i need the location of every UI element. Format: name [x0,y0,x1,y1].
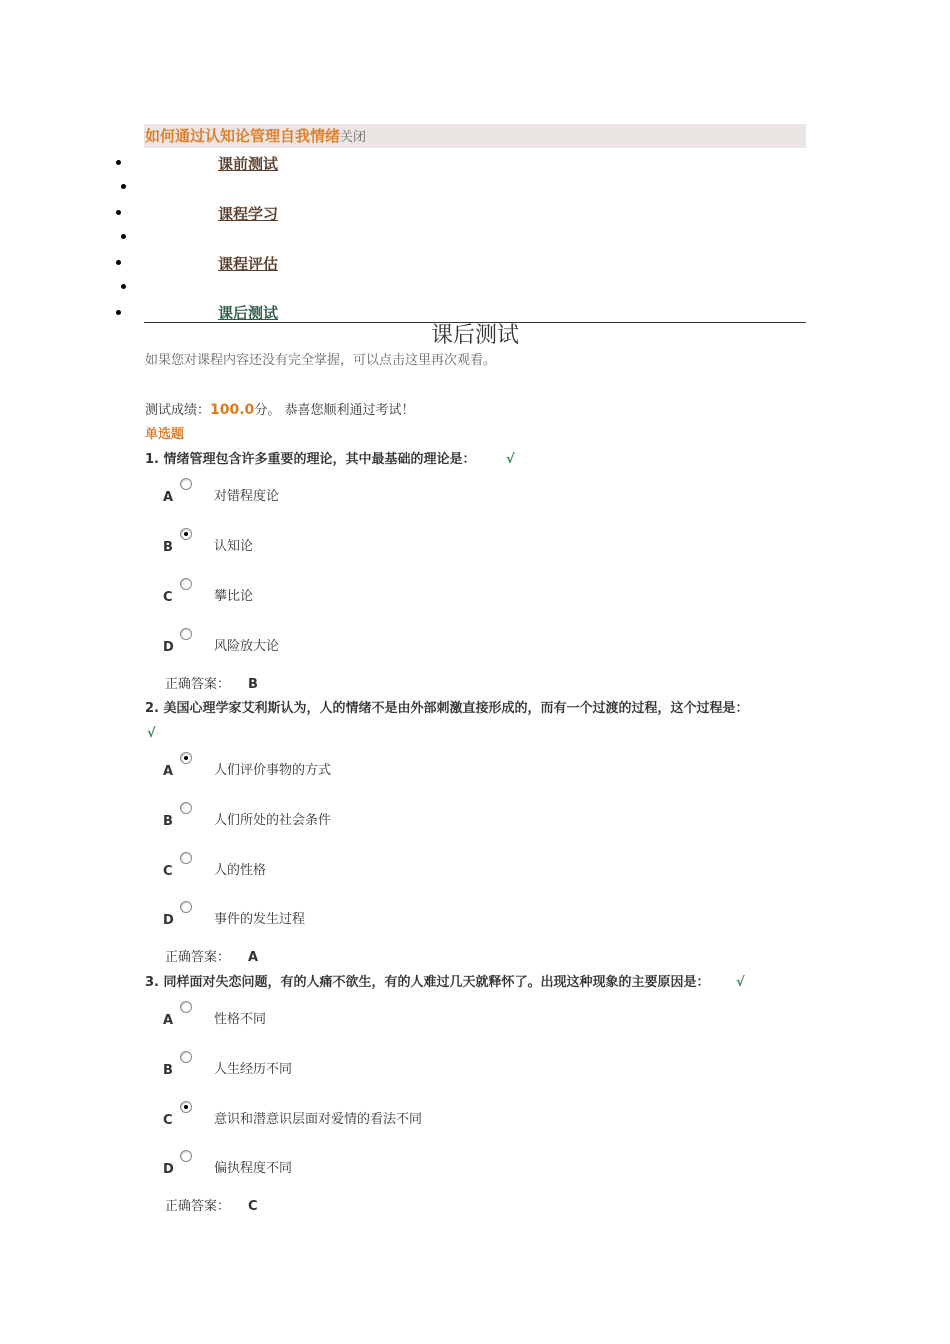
question-1 [145,451,515,469]
question-2 [145,700,749,718]
answer-label: 正确答案： [165,1199,231,1214]
answer-label: 正确答案： [165,950,231,965]
answer-value: C [248,1199,258,1214]
option-letter: B [163,1063,173,1078]
option-letter: C [163,864,173,879]
option-radio[interactable] [180,478,192,490]
option-radio[interactable] [180,852,192,864]
answer-value: A [248,950,259,965]
nav-bullet [116,210,121,215]
score-value: 100.0 [210,402,255,418]
option-text: 对错程度论 [214,489,280,504]
course-title [145,126,366,148]
correct-answer [165,1198,258,1216]
score-unit: 分。 [254,403,281,418]
score-label: 测试成绩： [145,403,211,418]
nav-bullet [116,310,121,315]
option-letter: A [163,490,174,505]
option-text: 人们所处的社会条件 [214,813,332,828]
question-3 [145,974,745,992]
correct-check-icon: √ [506,452,515,467]
rewatch-hint-link[interactable]: 如果您对课程内容还没有完全掌握，可以点击这里再次观看。 [145,353,497,368]
nav-bullet [116,260,121,265]
question-text: 2. 美国心理学家艾利斯认为，人的情绪不是由外部刺激直接形成的，而有一个过渡的过程，这个过程是： [145,701,749,716]
correct-answer [165,676,258,694]
option-letter: D [163,913,174,928]
option-radio-selected[interactable] [180,752,192,764]
option-letter: A [163,1013,174,1028]
option-radio-selected[interactable] [180,1101,192,1113]
option-radio[interactable] [180,802,192,814]
course-title-text: 如何通过认知论管理自我情绪 [145,127,341,145]
answer-value: B [248,677,258,692]
option-letter: D [163,1162,174,1177]
nav-bullet [116,160,121,165]
option-letter: D [163,640,174,655]
option-letter: A [163,764,174,779]
nav-sub-bullet [121,284,126,289]
option-radio[interactable] [180,1051,192,1063]
nav-link-pre-test[interactable]: 课前测试 [218,155,279,173]
close-link[interactable]: 关闭 [340,130,367,145]
option-radio[interactable] [180,901,192,913]
option-radio[interactable] [180,578,192,590]
correct-check-icon: √ [736,975,745,990]
nav-sub-bullet [121,234,126,239]
option-text: 人的性格 [214,863,267,878]
option-letter: C [163,590,173,605]
option-text: 性格不同 [214,1012,267,1027]
option-text: 风险放大论 [214,639,280,654]
nav-link-course-study[interactable]: 课程学习 [218,205,279,223]
option-letter: C [163,1113,173,1128]
option-radio[interactable] [180,1150,192,1162]
section-title: 课后测试 [430,323,519,348]
question-type-label: 单选题 [145,427,185,442]
option-radio[interactable] [180,628,192,640]
option-letter: B [163,540,173,555]
nav-link-course-evaluation[interactable]: 课程评估 [218,255,279,273]
correct-answer [165,949,258,967]
answer-label: 正确答案： [165,677,231,692]
pass-message: 恭喜您顺利通过考试！ [284,403,415,418]
question-text: 1. 情绪管理包含许多重要的理论，其中最基础的理论是： [145,452,476,467]
option-text: 攀比论 [214,589,254,604]
option-text: 人生经历不同 [214,1062,293,1077]
option-text: 认知论 [214,539,254,554]
option-text: 人们评价事物的方式 [214,763,332,778]
option-text: 事件的发生过程 [214,912,306,927]
nav-link-post-test[interactable]: 课后测试 [218,304,279,322]
option-text: 偏执程度不同 [214,1161,293,1176]
option-radio-selected[interactable] [180,528,192,540]
score-line [145,401,414,420]
nav-sub-bullet [121,184,126,189]
question-text: 3. 同样面对失恋问题，有的人痛不欲生，有的人难过几天就释怀了。出现这种现象的主要原因是： [145,975,710,990]
option-letter: B [163,814,173,829]
correct-check-icon: √ [147,726,156,741]
option-text: 意识和潜意识层面对爱情的看法不同 [214,1112,423,1127]
option-radio[interactable] [180,1001,192,1013]
